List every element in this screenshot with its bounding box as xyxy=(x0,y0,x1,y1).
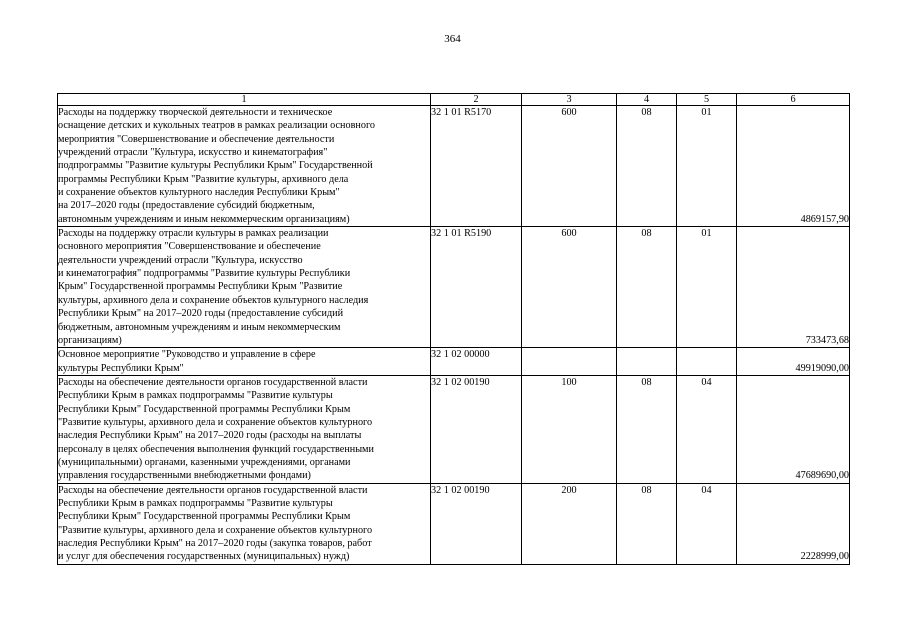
amount: 733473,68 xyxy=(737,227,850,348)
subsection-code: 04 xyxy=(677,375,737,483)
target-article-code: 32 1 01 R5190 xyxy=(431,227,522,348)
expense-type-code: 600 xyxy=(522,106,617,227)
expense-description: Расходы на поддержку творческой деятельности и техническое оснащение детских и кукольных театров в рамках реализации основного мероприятия "Совершенствование и обеспечение деятельности учреждений отрасли "Культура, искусство и кинематография" подпрограммы "Развитие культуры Республики Крым" Государственной программы Республики Крым "Развитие культуры, архивного дела и сохранение объектов культурного наследия Республики Крым" на 2017–2020 годы (предоставление субсидий бюджетным, автономным учреждениям и иным некоммерческим организациям) xyxy=(58,106,431,227)
table-row xyxy=(58,227,850,348)
budget-table xyxy=(57,93,850,565)
expense-type-code: 600 xyxy=(522,227,617,348)
subsection-code xyxy=(677,348,737,376)
target-article-code: 32 1 01 R5170 xyxy=(431,106,522,227)
column-header: 4 xyxy=(617,94,677,106)
page-number: 364 xyxy=(444,33,461,45)
amount: 2228999,00 xyxy=(737,483,850,564)
expense-description: Расходы на обеспечение деятельности органов государственной власти Республики Крым в рамках подпрограммы "Развитие культуры Республики Крым" Государственной программы Республики Крым "Развитие культуры, архивного дела и сохранение объектов культурного наследия Республики Крым" на 2017–2020 годы (расходы на выплаты персоналу в целях обеспечения выполнения функций государственными (муниципальными) органами, казенными учреждениями, органами управления государственными внебюджетными фондами) xyxy=(58,375,431,483)
amount: 4869157,90 xyxy=(737,106,850,227)
expense-description: Расходы на обеспечение деятельности органов государственной власти Республики Крым в рамках подпрограммы "Развитие культуры Республики Крым" Государственной программы Республики Крым "Развитие культуры, архивного дела и сохранение объектов культурного наследия Республики Крым" на 2017–2020 годы (закупка товаров, работ и услуг для обеспечения государственных (муниципальных) нужд) xyxy=(58,483,431,564)
target-article-code: 32 1 02 00000 xyxy=(431,348,522,376)
column-header: 3 xyxy=(522,94,617,106)
subsection-code: 01 xyxy=(677,106,737,227)
amount: 49919090,00 xyxy=(737,348,850,376)
expense-description: Основное мероприятие "Руководство и управление в сфере культуры Республики Крым" xyxy=(58,348,431,376)
section-code: 08 xyxy=(617,227,677,348)
expense-type-code: 100 xyxy=(522,375,617,483)
table-row xyxy=(58,348,850,376)
table-header-row xyxy=(58,94,850,106)
column-header: 6 xyxy=(737,94,850,106)
table-row xyxy=(58,375,850,483)
table-row xyxy=(58,106,850,227)
expense-type-code xyxy=(522,348,617,376)
subsection-code: 01 xyxy=(677,227,737,348)
amount: 47689690,00 xyxy=(737,375,850,483)
target-article-code: 32 1 02 00190 xyxy=(431,375,522,483)
section-code: 08 xyxy=(617,106,677,227)
column-header: 5 xyxy=(677,94,737,106)
target-article-code: 32 1 02 00190 xyxy=(431,483,522,564)
subsection-code: 04 xyxy=(677,483,737,564)
section-code: 08 xyxy=(617,375,677,483)
section-code: 08 xyxy=(617,483,677,564)
expense-description: Расходы на поддержку отрасли культуры в рамках реализации основного мероприятия "Совершенствование и обеспечение деятельности учреждений отрасли "Культура, искусство и кинематография" подпрограммы "Развитие культуры Республики Крым" Государственной программы Республики Крым "Развитие культуры, архивного дела и сохранение объектов культурного наследия Республики Крым" на 2017–2020 годы (предоставление субсидий бюджетным, автономным учреждениям и иным некоммерческим организациям) xyxy=(58,227,431,348)
section-code xyxy=(617,348,677,376)
expense-type-code: 200 xyxy=(522,483,617,564)
column-header: 1 xyxy=(58,94,431,106)
table-row xyxy=(58,483,850,564)
column-header: 2 xyxy=(431,94,522,106)
